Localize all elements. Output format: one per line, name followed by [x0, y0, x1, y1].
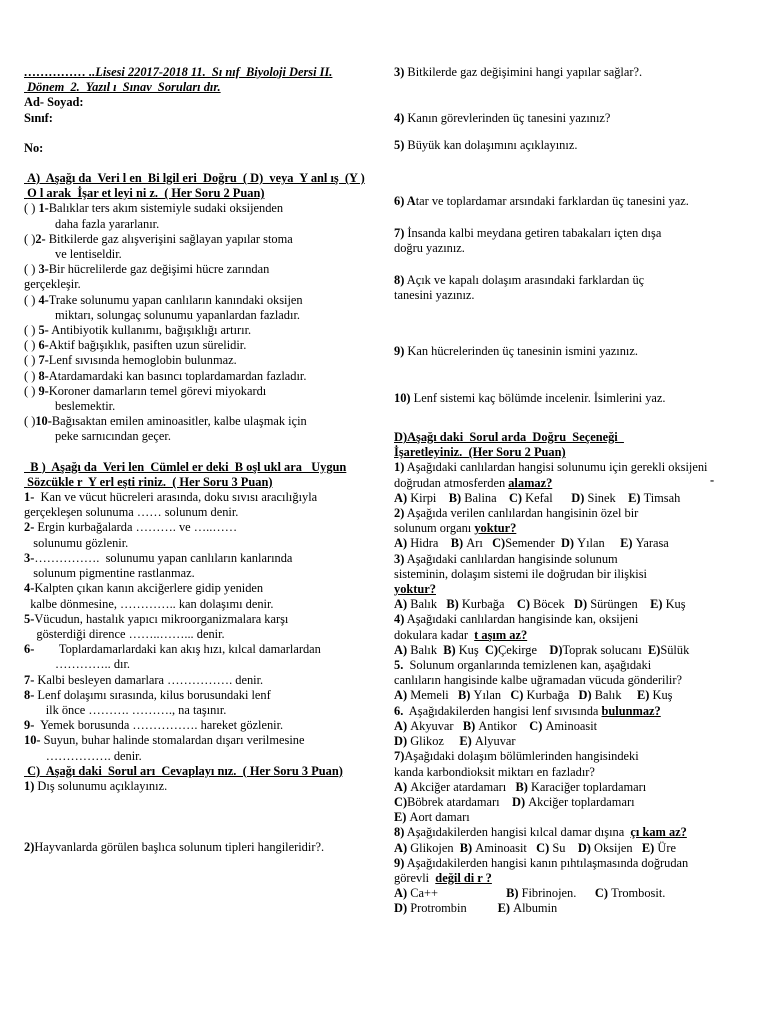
list-item-continuation: ilk önce ………. ………., na taşınır. [24, 702, 227, 717]
question-continuation: solunum organı yoktur? [394, 521, 517, 536]
list-item: ( ) 8-Atardamardaki kan basıncı toplardamardan fazladır. [24, 368, 307, 383]
question-continuation: kanda karbondioksit miktarı en fazladır? [394, 764, 595, 779]
school-title: …………… ..Lisesi 22017-2018 11. Sı nıf Biyoloji Dersi II. [24, 65, 333, 79]
list-item: ( ) 9-Koroner damarların temel görevi miyokardı [24, 383, 267, 398]
list-item-continuation: solunum pigmentine rastlanmaz. [24, 566, 195, 581]
question-keyword: yoktur? [394, 582, 436, 597]
question: 1) Dış solunumu açıklayınız. [24, 778, 168, 793]
answer-options: A) Memeli B) Yılan C) Kurbağa D) Balık E) Kuş [394, 688, 673, 703]
list-item-continuation: ve lentiseldir. [55, 247, 122, 262]
question-continuation: canlıların hangisinde kalbe uğramadan vücuda gönderilir? [394, 673, 682, 688]
list-item: ( ) 6-Aktif bağışıklık, pasiften uzun sürelidir. [24, 338, 247, 353]
list-item-continuation: gerçekleşen solunuma …… solunum denir. [24, 505, 239, 520]
question: 9) Kan hücrelerinden üç tanesinin ismini yazınız. [394, 343, 638, 358]
right-column [394, 65, 756, 917]
question-continuation: görevli değil di r ? [394, 870, 492, 885]
list-item: 2- Ergin kurbağalarda ………. ve …..…… [24, 520, 238, 535]
question: 5) Büyük kan dolaşımını açıklayınız. [394, 138, 578, 153]
question: 5. Solunum organlarında temizlenen kan, aşağıdaki [394, 658, 652, 673]
list-item: 1- Kan ve vücut hücreleri arasında, doku sıvısı aracılığıyla [24, 490, 318, 505]
question: 6. Aşağıdakilerden hangisi lenf sıvısında bulunmaz? [394, 703, 661, 718]
list-item-continuation: kalbe dönmesine, ………….. kan dolaşımı denir. [24, 596, 274, 611]
list-item-continuation: ………….. dır. [24, 657, 131, 672]
name-field-label: Ad- Soyad: [24, 95, 84, 110]
list-item-continuation: solunumu gözlenir. [24, 535, 129, 550]
answer-options: C)Böbrek atardamarı D) Akciğer toplardamarı [394, 794, 635, 809]
question: 9) Aşağıdakilerden hangisi kanın pıhtılaşmasında doğrudan [394, 855, 689, 870]
section-a-subtitle: O l arak İşar et leyi ni z. ( Her Soru 2 Puan) [24, 186, 265, 201]
list-item-continuation: peke sarnıcından geçer. [55, 429, 171, 444]
answer-options: E) Aort damarı [394, 810, 470, 825]
question: 2) Aşağıda verilen canlılardan hangisinin özel bir [394, 506, 639, 521]
section-c-title: C) Aşağı daki Sorul arı Cevaplayı nız. ( Her Soru 3 Puan) [24, 763, 343, 778]
question-continuation: dokulara kadar t aşım az? [394, 627, 528, 642]
answer-options: A) Glikojen B) Aminoasit C) Su D) Oksijen E) Üre [394, 840, 676, 855]
list-item: ( ) 4-Trake solunumu yapan canlıların kanındaki oksijen [24, 292, 303, 307]
section-d-questions [394, 460, 756, 916]
class-field-label: Sınıf: [24, 110, 53, 125]
section-d-title: D)Aşağı daki Sorul arda Doğru Seçeneği [394, 430, 624, 445]
list-item: ( )10-Bağısaktan emilen aminoasitler, kalbe ulaşmak için [24, 414, 307, 429]
section-a-title: A) Aşağı da Veri l en Bi lgil eri Doğru ( D) veya Y anl ış (Y ) [24, 171, 365, 186]
answer-options: A) Kirpi B) Balina C) Kefal D) Sinek E) Timsah [394, 490, 681, 505]
section-b-subtitle: Sözcükle r Y erl eşti riniz. ( Her Soru 3 Puan) [24, 474, 273, 489]
answer-options: A) Balık B) Kurbağa C) Böcek D) Sürüngen E) Kuş [394, 597, 686, 612]
question: 2)Hayvanlarda görülen başlıca solunum tipleri hangileridir?. [24, 840, 325, 855]
list-item-continuation: miktarı, solungaç solunumu yapanlardan fazladır. [55, 307, 300, 322]
answer-options: A) Hidra B) Arı C)Semender D) Yılan E) Yarasa [394, 536, 669, 551]
list-item: 7- Kalbi besleyen damarlara ……………. denir. [24, 672, 264, 687]
question: 4) Aşağıdaki canlılardan hangisinde kan, oksijeni [394, 612, 639, 627]
answer-options: A) Ca++ B) Fibrinojen. C) Trombosit. [394, 886, 666, 901]
answer-options: A) Akciğer atardamarı B) Karaciğer toplardamarı [394, 779, 647, 794]
list-item-continuation: beslemektir. [55, 399, 116, 414]
list-item-continuation: gerçekleşir. [24, 277, 81, 292]
question-continuation: doğru yazınız. [394, 241, 465, 256]
question-continuation: tanesini yazınız. [394, 288, 475, 303]
list-item: ( ) 3-Bir hücrelilerde gaz değişimi hücre zarından [24, 262, 270, 277]
question: 6) Atar ve toplardamar arsındaki farklardan üç tanesini yaz. [394, 193, 689, 208]
list-item-continuation: gösterdiği dirence ……..……... denir. [24, 626, 225, 641]
question: 8) Açık ve kapalı dolaşım arasındaki farklardan üç [394, 273, 645, 288]
list-item: 3-……………. solunumu yapan canlıların kanlarında [24, 550, 293, 565]
list-item: 9- Yemek borusunda ……………. hareket gözlenir. [24, 718, 284, 733]
question: 3) Aşağıdaki canlılardan hangisinde solunum [394, 551, 618, 566]
section-b-list [24, 490, 376, 764]
list-item: ( ) 5- Antibiyotik kullanımı, bağışıklığı artırır. [24, 323, 252, 338]
question: 8) Aşağıdakilerden hangisi kılcal damar dışına çı kam az? [394, 825, 687, 840]
question-continuation: sisteminin, dolaşım sistemi ile doğrudan bir ilişkisi [394, 566, 647, 581]
question: 7) İnsanda kalbi meydana getiren tabakaları içten dışa [394, 225, 662, 240]
list-item-continuation: daha fazla yararlanır. [55, 216, 160, 231]
stray-dash-mark: - [710, 473, 715, 487]
question: 7)Aşağıdaki dolaşım bölümlerinden hangisindeki [394, 749, 639, 764]
list-item: 8- Lenf dolaşımı sırasında, kilus borusundaki lenf [24, 687, 271, 702]
list-item: ( )2- Bitkilerde gaz alışverişini sağlayan yapılar stoma [24, 231, 293, 246]
question-continuation: doğrudan atmosferden alamaz? [394, 475, 553, 490]
list-item: ( ) 7-Lenf sıvısında hemoglobin bulunmaz. [24, 353, 237, 368]
answer-options: D) Glikoz E) Alyuvar [394, 734, 516, 749]
list-item-continuation: ……………. denir. [24, 748, 142, 763]
section-b-title: B ) Aşağı da Veri len Cümlel er deki B oşl ukl ara Uygun [24, 459, 347, 474]
question: 1) Aşağıdaki canlılardan hangisi solunumu için gerekli oksijeni [394, 460, 708, 475]
number-field-label: No: [24, 140, 44, 155]
left-column [24, 65, 376, 855]
section-d-subtitle: İşaretleyiniz. (Her Soru 2 Puan) [394, 445, 566, 460]
list-item: 10- Suyun, buhar halinde stomalardan dışarı verilmesine [24, 733, 305, 748]
exam-term: Dönem 2. Yazıl ı Sınav Soruları dır. [24, 80, 221, 95]
answer-options: D) Protrombin E) Albumin [394, 901, 558, 916]
question: 4) Kanın görevlerinden üç tanesini yazınız? [394, 111, 611, 126]
answer-options: A) Akyuvar B) Antikor C) Aminoasit [394, 718, 598, 733]
question: 3) Bitkilerde gaz değişimini hangi yapılar sağlar?. [394, 65, 643, 79]
list-item: ( ) 1-Balıklar ters akım sistemiyle sudaki oksijenden [24, 201, 284, 216]
answer-options: A) Balık B) Kuş C)Çekirge D)Toprak solucanı E)Sülük [394, 642, 690, 657]
list-item: 4-Kalpten çıkan kanın akciğerlere gidip yeniden [24, 581, 264, 596]
list-item: 6- Toplardamarlardaki kan akış hızı, kılcal damarlardan [24, 642, 321, 657]
list-item: 5-Vücudun, hastalık yapıcı mikroorganizmalara karşı [24, 611, 289, 626]
section-a-list [24, 201, 376, 444]
question: 10) Lenf sistemi kaç bölümde incelenir. İsimlerini yaz. [394, 390, 666, 405]
